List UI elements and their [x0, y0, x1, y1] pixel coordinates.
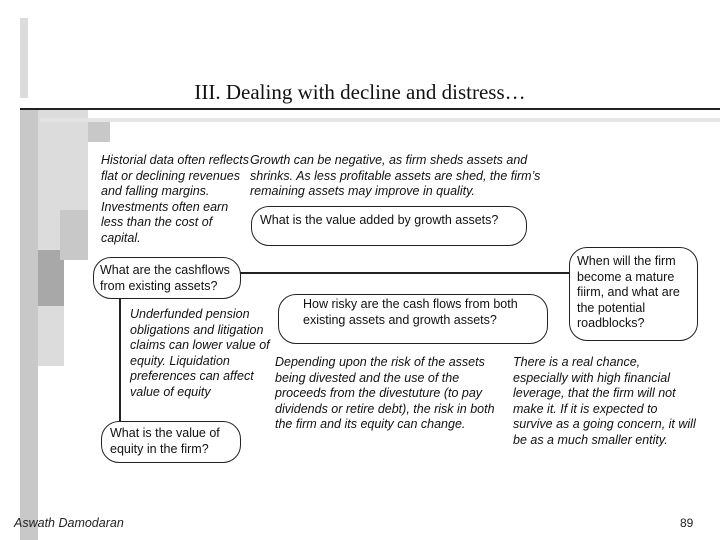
slide-title: III. Dealing with decline and distress… [194, 80, 526, 104]
growth-note: Growth can be negative, as firm sheds assets and shrinks. As less profitable assets are shed, the firm’s remaining assets may improve in quality. [250, 153, 541, 199]
connector-line [240, 272, 570, 274]
growth-value-question [251, 206, 527, 246]
historical-data-note: Historial data often reflects flat or declining revenues and falling margins. Investments often earn less than the cost of capital. [101, 153, 249, 245]
growth-value-question-text: What is the value added by growth assets? [260, 213, 499, 227]
decor-block [60, 110, 88, 210]
underfunded-note: Underfunded pension obligations and litigation claims can lower value of equity. Liquidation preferences can affect value of equity [130, 307, 270, 399]
cashflows-question-text: What are the cashflows from existing assets? [100, 263, 230, 293]
decor-block [60, 210, 88, 260]
decor-block [40, 118, 720, 122]
cashflows-question [93, 257, 241, 299]
equity-value-question [101, 421, 241, 463]
risk-question-text: How risky are the cash flows from both existing assets and growth assets? [303, 297, 518, 327]
mature-firm-question-text: When will the firm become a mature fiirm, and what are the potential roadblocks? [577, 254, 680, 331]
page-number: 89 [680, 516, 694, 530]
decor-block [38, 110, 60, 250]
decor-block [38, 306, 64, 366]
title-divider [20, 108, 720, 110]
survival-chance-note: There is a real chance, especially with high financial leverage, that the firm will not make it. If it is expected to survive as a going concern, it will be as a much smaller entity. [513, 355, 696, 447]
divestiture-note: Depending upon the risk of the assets being divested and the use of the proceeds from the divestuture (to pay dividends or retire debt), the risk in both the firm and its equity can change. [275, 355, 495, 432]
decor-block [20, 110, 38, 540]
mature-firm-question [569, 247, 698, 341]
footer-author: Aswath Damodaran [14, 516, 124, 530]
equity-value-question-text: What is the value of equity in the firm? [110, 426, 220, 456]
risk-question [278, 294, 548, 344]
connector-line [119, 298, 121, 424]
